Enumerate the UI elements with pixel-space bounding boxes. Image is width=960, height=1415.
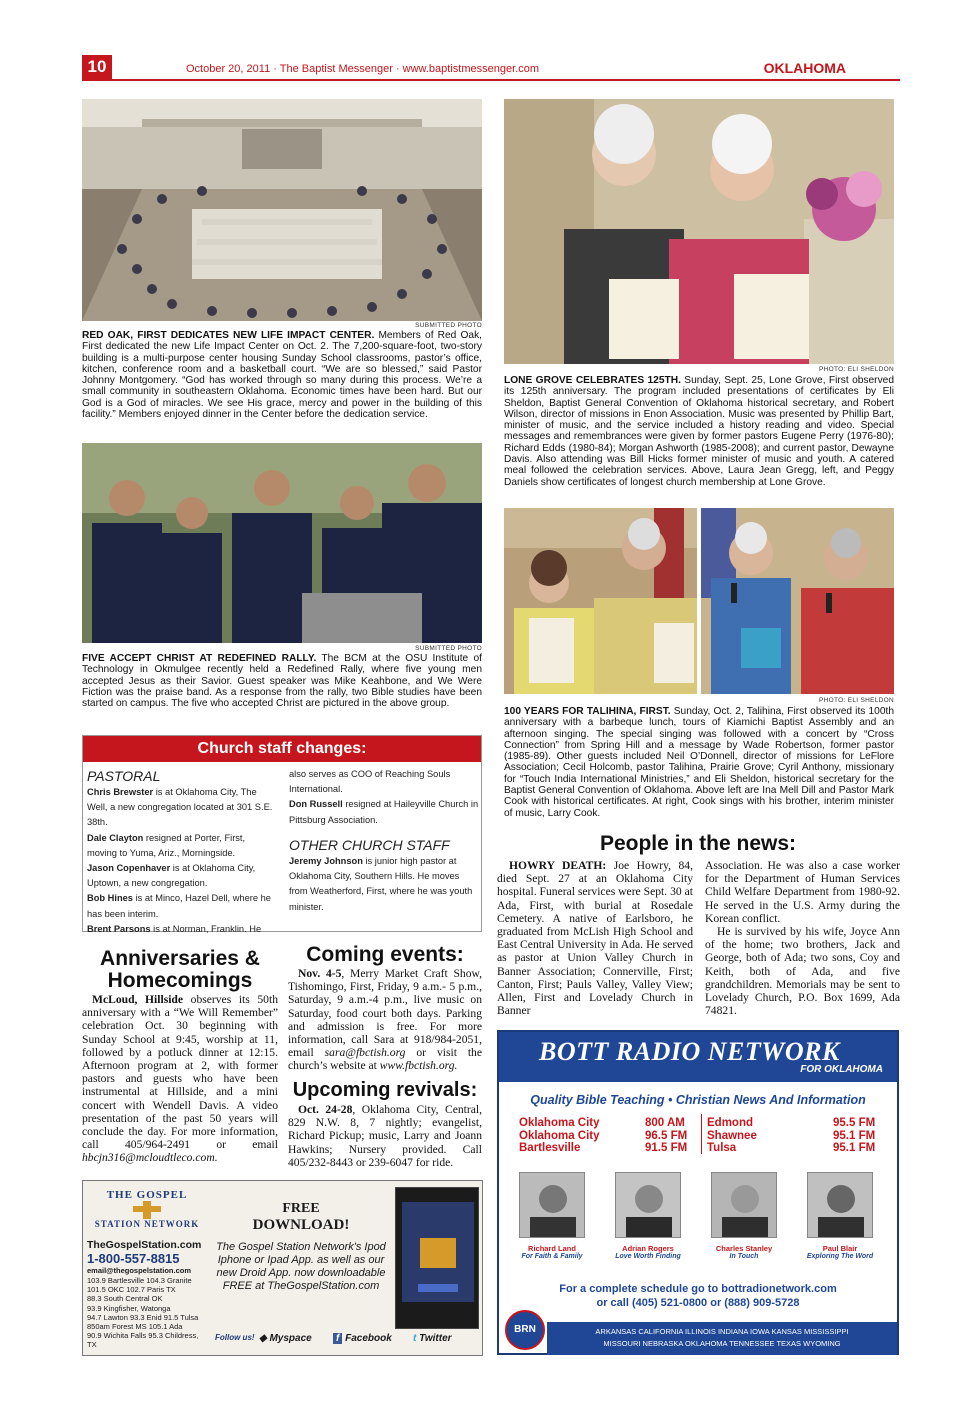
- gospel-station-ad[interactable]: [82, 1180, 483, 1356]
- staff-entry: Don Russell resigned at Haileyville Church in Pittsburg Association.: [289, 799, 479, 825]
- rally-headline: FIVE ACCEPT CHRIST AT REDEFINED RALLY.: [82, 653, 317, 664]
- coming-events-body: Nov. 4-5, Merry Market Craft Show, Tishomingo, First, Friday, 9 a.m.- 5 p.m., Saturday, 9 a.m.-4 p.m., live music on Saturday, food court both days. Parking and admission is free. For more information, call Sara at 918/984-2051, email sara@fbctish.org or visit the church’s website at www.fbctish.org.: [288, 967, 483, 1073]
- lone-grove-body: Sunday, Sept. 25, Lone Grove, First observed its 125th anniversary. The program included presentations of certificates by Eli Sheldon, Baptist General Convention of Oklahoma historical secretary, and Robert Wilson, director of missions in Enon Association. Music was presented by Phillip Bart, minister of music, and the service included a history reading and video. Special messages and remembrances were given by former pastors Eugene Perry (1976-80); Richard Edds (1980-84); Morgan Ashworth (1985-2008); and current pastor, Dewayne Davis. Also attending was Bill Hicks former minister of music and youth. A catered meal followed the celebration services. Above, Laura Jean Gregg, left, and Peggy Daniels show certificates of longest church membership at Lone Grove.: [504, 375, 894, 488]
- anniversaries-body: McLoud, Hillside observes its 50th anniversary with a “We Will Remember” celebration Oct. 30 beginning with Sunday School at 9:45, worship at 11, followed by a potluck dinner at 12:15. Afternoon program at 2, with former pastors and guests who have been instrumental at Hillside, and a mini concert with Wendell Davis. A video presentation of the past 50 years will conclude the day. For more information, call 405/964-2491 or email hbcjn316@mcloudtleco.com.: [82, 993, 278, 1165]
- staff-entry: Bob Hines is at Minco, Hazel Dell, where he has been interim.: [87, 893, 271, 919]
- social-twitter[interactable]: t Twitter: [413, 1333, 452, 1344]
- dateline: October 20, 2011 · The Baptist Messenger · www.baptistmessenger.com: [186, 63, 539, 75]
- rally-body: The BCM at the OSU Institute of Technology in Okmulgee recently held a Redefined Rally, where five young men accepted Jesus as their Savior. Guest speaker was Mike Keahbone, and We Were Fiction was the praise band. As a response from the rally, two Bible studies have been started on campus. The five who accepted Christ are pictured in the above group.: [82, 653, 482, 710]
- rally-caption: [82, 653, 482, 709]
- other-staff-heading: OTHER CHURCH STAFF: [289, 837, 450, 853]
- lone-grove-photo: [504, 99, 894, 364]
- bott-schedule: For a complete schedule go to bottradionetwork.com or call (405) 521-0800 or (888) 909-5728: [559, 1283, 837, 1309]
- red-oak-photo: [82, 99, 482, 321]
- coming-events-headline: Coming events:: [306, 943, 464, 966]
- talihina-body: Sunday, Oct. 2, Talihina, First observed its 100th anniversary with a barbeque lunch, tours of Kiamichi Baptist Assembly and an afternoon singing. The special singing was followed with a concert by “Cross Connection” from Spring Hill and a message by Wade Robertson, former pastor (1985-89). Other guests included Neil O’Donnell, director of missions for LeFlore Association; Cecil Holcomb, pastor Talihina, Prairie Grove; Cyril Anthony, missionary for “Touch India International Ministries,” and Eli Sheldon, historical secretary for the Baptist General Convention of Oklahoma. Above left are Ina Mell Dill and Pastor Mark Cook with historical certificates. At right, Cook sings with his brother, interim minister of music, Larry Cook.: [504, 706, 894, 819]
- stations-left-cities: Oklahoma City Oklahoma City Bartlesville: [519, 1117, 600, 1154]
- talihina-photo-right: [701, 508, 894, 694]
- bott-states: ARKANSAS CALIFORNIA ILLINOIS INDIANA IOWA KANSAS MISSISSIPPI MISSOURI NEBRASKA OKLAHOMA TENNESSEE TEXAS WYOMING: [547, 1322, 897, 1355]
- host-charles-stanley: Charles Stanley In Touch: [703, 1172, 785, 1260]
- red-oak-credit: SUBMITTED PHOTO: [415, 322, 482, 329]
- talihina-caption: [504, 706, 894, 819]
- revivals-headline: Upcoming revivals:: [292, 1079, 478, 1101]
- anniversaries-email[interactable]: hbcjn316@mcloudtleco.com.: [82, 1151, 218, 1165]
- social-facebook[interactable]: f Facebook: [333, 1333, 392, 1344]
- page-number: 10: [82, 55, 112, 79]
- host-photo: [711, 1172, 777, 1238]
- lone-grove-headline: LONE GROVE CELEBRATES 125TH.: [504, 375, 681, 386]
- section-name: OKLAHOMA: [763, 60, 846, 76]
- staff-changes-box: [82, 735, 482, 932]
- twitter-icon: t: [413, 1333, 420, 1344]
- rally-photo: [82, 443, 482, 643]
- gospel-free-download: FREE DOWNLOAD!: [252, 1201, 350, 1233]
- host-richard-land: Richard Land For Faith & Family: [511, 1172, 593, 1260]
- pastoral-column-right: [289, 767, 479, 828]
- myspace-icon: ◆: [259, 1333, 270, 1344]
- staff-entry: Dale Clayton resigned at Porter, First, moving to Yuma, Ariz., Morningside.: [87, 832, 246, 858]
- people-body: Joe Howry, 84, died Sept. 27 at an Oklahoma City hospital. Funeral services were Sept. 30 at Ada, First, with burial at Rosedale Cemetery. A native of Earlsboro, he graduated from McLish High School and East Central University in Ada. He served as pastor at Union Valley Church in Banner Association; Connerville, First; Canton, First; Pauls Valley, Valley View; Allen, First and Lovelady Church in Banner: [497, 859, 693, 1018]
- talihina-headline: 100 YEARS FOR TALIHINA, FIRST.: [504, 706, 671, 717]
- facebook-icon: f: [333, 1333, 342, 1344]
- revivals-body: Oct. 24-28, Oklahoma City, Central, 829 N.W. 8, 7 nightly; evangelist, Richard Pickup; music, Larry and Joann Hawkins; Nursery provided. Call 405/232-8443 or 239-6047 for ride.: [288, 1103, 483, 1169]
- bott-tagline: Quality Bible Teaching • Christian News And Information: [530, 1093, 866, 1107]
- talihina-credit: PHOTO: ELI SHELDON: [819, 697, 894, 704]
- lone-grove-credit: PHOTO: ELI SHELDON: [819, 366, 894, 373]
- pastoral-column-left: [87, 785, 276, 937]
- gospel-promo: The Gospel Station Network's Ipod Iphone or Ipad App. as well as our new Droid App. now downloadable FREE at TheGospelStation.com: [216, 1241, 386, 1292]
- stations-right-cities: Edmond Shawnee Tulsa: [707, 1117, 757, 1154]
- people-col2: [705, 859, 900, 1017]
- social-myspace[interactable]: ◆ Myspace: [259, 1333, 312, 1344]
- staff-entry: Jeremy Johnson is junior high pastor at Oklahoma City, Southern Hills. He moves from Weatherford, First, where he was youth minister.: [289, 856, 473, 912]
- gospel-logo: THE GOSPEL STATION NETWORK: [89, 1189, 205, 1229]
- staff-entry: Brent Parsons is at Norman, Franklin. He: [87, 923, 262, 934]
- red-oak-body: Members of Red Oak, First dedicated the new Life Impact Center on Oct. 2. The 7,200-square-foot, two-story building is a multi-purpose center housing Sunday School classrooms, pastor’s office, kitchen, conference room and a basketball court. “We are so blessed,” said Pastor Johnny Montgomery. “God has worked through so many during this process. We’re a small community in southeastern Oklahoma. Economic times have been hard. But our God is a God of miracles. We see His grace, mercy and power in the building of this facility.” Members enjoyed dinner in the Center before the dedication service.: [82, 330, 482, 421]
- host-photo: [615, 1172, 681, 1238]
- stations-right-freqs: 95.5 FM 95.1 FM 95.1 FM: [833, 1117, 876, 1154]
- bott-radio-ad[interactable]: [497, 1030, 899, 1355]
- coming-events-email[interactable]: sara@fbctish.org: [324, 1046, 406, 1060]
- anniversaries-headline: Anniversaries & Homecomings: [100, 947, 260, 992]
- staff-changes-banner: Church staff changes:: [83, 736, 481, 762]
- people-body-col2: Association. He was also a case worker for the Department of Human Services Child Welfare Department from 1980-92. He served in the U.S. Army during the Korean conflict.: [705, 859, 900, 925]
- staff-entry: Chris Brewster is at Oklahoma City, The Well, a new congregation located at 301 S.E. 38th.: [87, 787, 273, 828]
- phone-app-screenshot: [395, 1187, 479, 1329]
- host-photo: [519, 1172, 585, 1238]
- red-oak-caption: [82, 330, 482, 420]
- stations-divider: [701, 1114, 702, 1154]
- people-headline: People in the news:: [599, 832, 797, 855]
- bott-subtitle: FOR OKLAHOMA: [800, 1064, 883, 1075]
- people-col1: [497, 859, 693, 1017]
- pastoral-heading: PASTORAL: [87, 768, 161, 784]
- gospel-stations: 103.9 Bartlesville 104.3 Granite 101.5 OKC 102.7 Paris TX 88.3 South Central OK 93.9 Kingfisher, Watonga 94.7 Lawton 93.3 Enid 91.5 Tulsa 850am Forest MS 105.1 Ada 90.9 Wichita Falls 95.3 Childress, TX: [87, 1276, 199, 1350]
- stations-left-freqs: 800 AM 96.5 FM 91.5 FM: [645, 1117, 688, 1154]
- red-oak-headline: RED OAK, FIRST DEDICATES NEW LIFE IMPACT CENTER.: [82, 330, 375, 341]
- staff-entry: Jason Copenhaver is at Oklahoma City, Uptown, a new congregation.: [87, 863, 256, 889]
- people-body-col2b: He is survived by his wife, Joyce Ann of the home; two brothers, Jack and George, both of Ada; two sons, Coy and Keith, both of Ada, and five grandchildren. Memorials may be sent to Lovelady Church, P.O. Box 1699, Ada 74821.: [705, 925, 900, 1018]
- staff-entry-continued: also serves as COO of Reaching Souls International.: [289, 769, 451, 795]
- lone-grove-caption: [504, 375, 894, 488]
- coming-events-website[interactable]: www.fbctish.org.: [379, 1059, 458, 1073]
- gospel-contact: TheGospelStation.com 1-800-557-8815 email@thegospelstation.com 103.9 Bartlesville 104.3 Granite 101.5 OKC 102.7 Paris TX 88.3 South Central OK 93.9 Kingfisher, Watonga 94.7 Lawton 93.3 Enid 91.5 Tulsa 850am Forest MS 105.1 Ada 90.9 Wichita Falls 95.3 Childress, TX: [87, 1239, 209, 1350]
- header-rule: [82, 79, 900, 81]
- bott-title: BOTT RADIO NETWORK: [539, 1037, 840, 1066]
- other-staff-column: [289, 854, 479, 915]
- rally-credit: SUBMITTED PHOTO: [415, 645, 482, 652]
- cross-icon: [89, 1201, 205, 1219]
- talihina-photo-left: [504, 508, 697, 694]
- host-adrian-rogers: Adrian Rogers Love Worth Finding: [607, 1172, 689, 1260]
- gospel-follow: Follow us!: [215, 1333, 255, 1342]
- host-photo: [807, 1172, 873, 1238]
- people-lead: HOWRY DEATH:: [509, 859, 607, 872]
- brn-logo-icon: BRN: [505, 1310, 545, 1350]
- host-paul-blair: Paul Blair Exploring The Word: [799, 1172, 881, 1260]
